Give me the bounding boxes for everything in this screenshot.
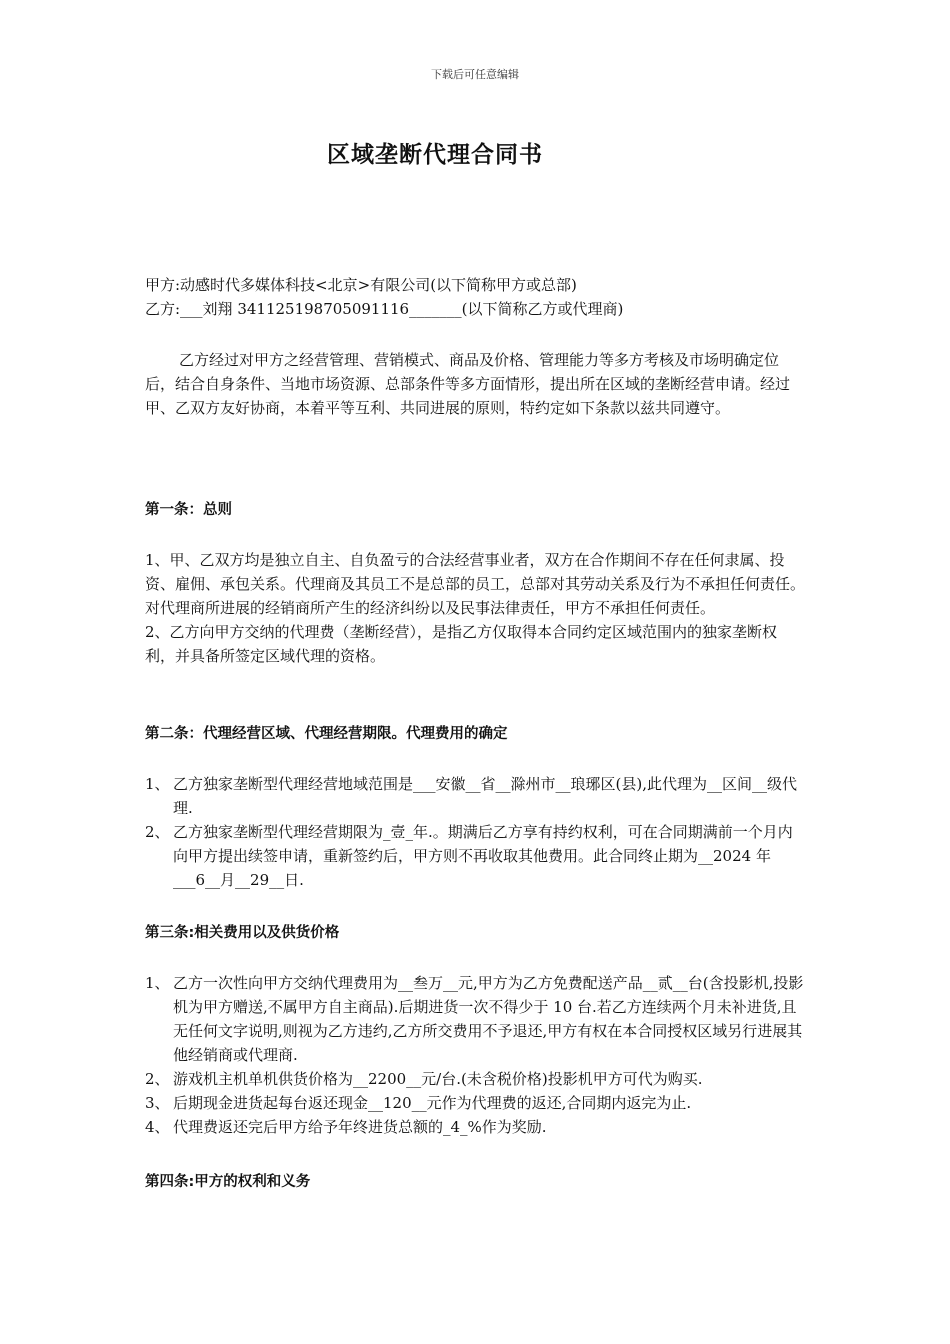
list-item (145, 971, 807, 1067)
party-b: 乙方:___刘翔 341125198705091116_______(以下简称乙方或代理商) (145, 300, 624, 318)
section-1 (145, 498, 807, 522)
list-item-text: 后期现金进货起每台返还现金__120__元作为代理费的返还,合同期内返完为止. (173, 1094, 692, 1112)
list-item-text: 代理费返还完后甲方给予年终进货总额的_4_%作为奖励. (173, 1118, 547, 1136)
list-item (145, 820, 807, 892)
list-item-text: 乙方一次性向甲方交纳代理费用为__叁万__元,甲方为乙方免费配送产品__贰__台(含投影机,投影机为甲方赠送,不属甲方自主商品).后期进货一次不得少于 10 台.若乙方连续两个月未补进货,且无任何文字说明,则视为乙方违约,乙方所交费用不予退还,甲方有权在本合同授权区域另行进展其他经销商或代理商. (173, 974, 804, 1064)
parties-block (145, 273, 807, 321)
intro-paragraph: 乙方经过对甲方之经营管理、营销模式、商品及价格、管理能力等多方考核及市场明确定位后，结合自身条件、当地市场资源、总部条件等多方面情形，提出所在区域的垄断经营申请。经过甲、乙双方友好协商，本着平等互利、共同进展的原则，特约定如下条款以兹共同遵守。 (145, 351, 791, 417)
section-1-clause-2: 2、乙方向甲方交纳的代理费（垄断经营），是指乙方仅取得本合同约定区域范围内的独家垄断权利，并具备所签定区域代理的资格。 (145, 623, 778, 665)
section-2 (145, 722, 807, 746)
document-title: 区域垄断代理合同书 (327, 142, 543, 168)
page-header: 下载后可任意编辑 (431, 68, 519, 81)
list-item-text: 乙方独家垄断型代理经营期限为_壹_年.。期满后乙方享有持约权利，可在合同期满前一个月内向甲方提出续签申请，重新签约后，甲方则不再收取其他费用。此合同终止期为__2024 年___6__月__29__日. (173, 823, 793, 889)
list-item (145, 772, 807, 820)
section-3 (145, 921, 807, 945)
section-1-heading: 第一条：总则 (145, 502, 232, 518)
list-item-number: 4、 (145, 1118, 170, 1136)
list-item-number: 3、 (145, 1094, 170, 1112)
section-3-heading: 第三条:相关费用以及供货价格 (145, 925, 340, 941)
section-4 (145, 1170, 807, 1194)
list-item (145, 1067, 807, 1091)
list-item-text: 游戏机主机单机供货价格为__2200__元/台.(未含税价格)投影机甲方可代为购买. (173, 1070, 703, 1088)
list-item (145, 1115, 807, 1139)
section-1-clause-1: 1、甲、乙双方均是独立自主、自负盈亏的合法经营事业者，双方在合作期间不存在任何隶属、投资、雇佣、承包关系。代理商及其员工不是总部的员工，总部对其劳动关系及行为不承担任何责任。对代理商所进展的经销商所产生的经济纠纷以及民事法律责任，甲方不承担任何责任。 (145, 551, 806, 617)
intro-paragraph-block (145, 348, 807, 420)
list-item-number: 1、 (145, 775, 170, 793)
section-4-heading: 第四条:甲方的权利和义务 (145, 1174, 311, 1190)
section-1-body (145, 548, 807, 668)
list-item-number: 2、 (145, 1070, 170, 1088)
list-item (145, 1091, 807, 1115)
list-item-number: 1、 (145, 974, 170, 992)
party-a: 甲方:动感时代多媒体科技<北京>有限公司(以下简称甲方或总部) (145, 276, 577, 294)
list-item-text: 乙方独家垄断型代理经营地域范围是___安徽__省__滁州市__琅琊区(县),此代理为__区间__级代理. (173, 775, 797, 817)
section-2-body (145, 772, 807, 892)
section-2-heading: 第二条：代理经营区域、代理经营期限。代理费用的确定 (145, 726, 508, 742)
section-3-body (145, 971, 807, 1139)
list-item-number: 2、 (145, 823, 170, 841)
